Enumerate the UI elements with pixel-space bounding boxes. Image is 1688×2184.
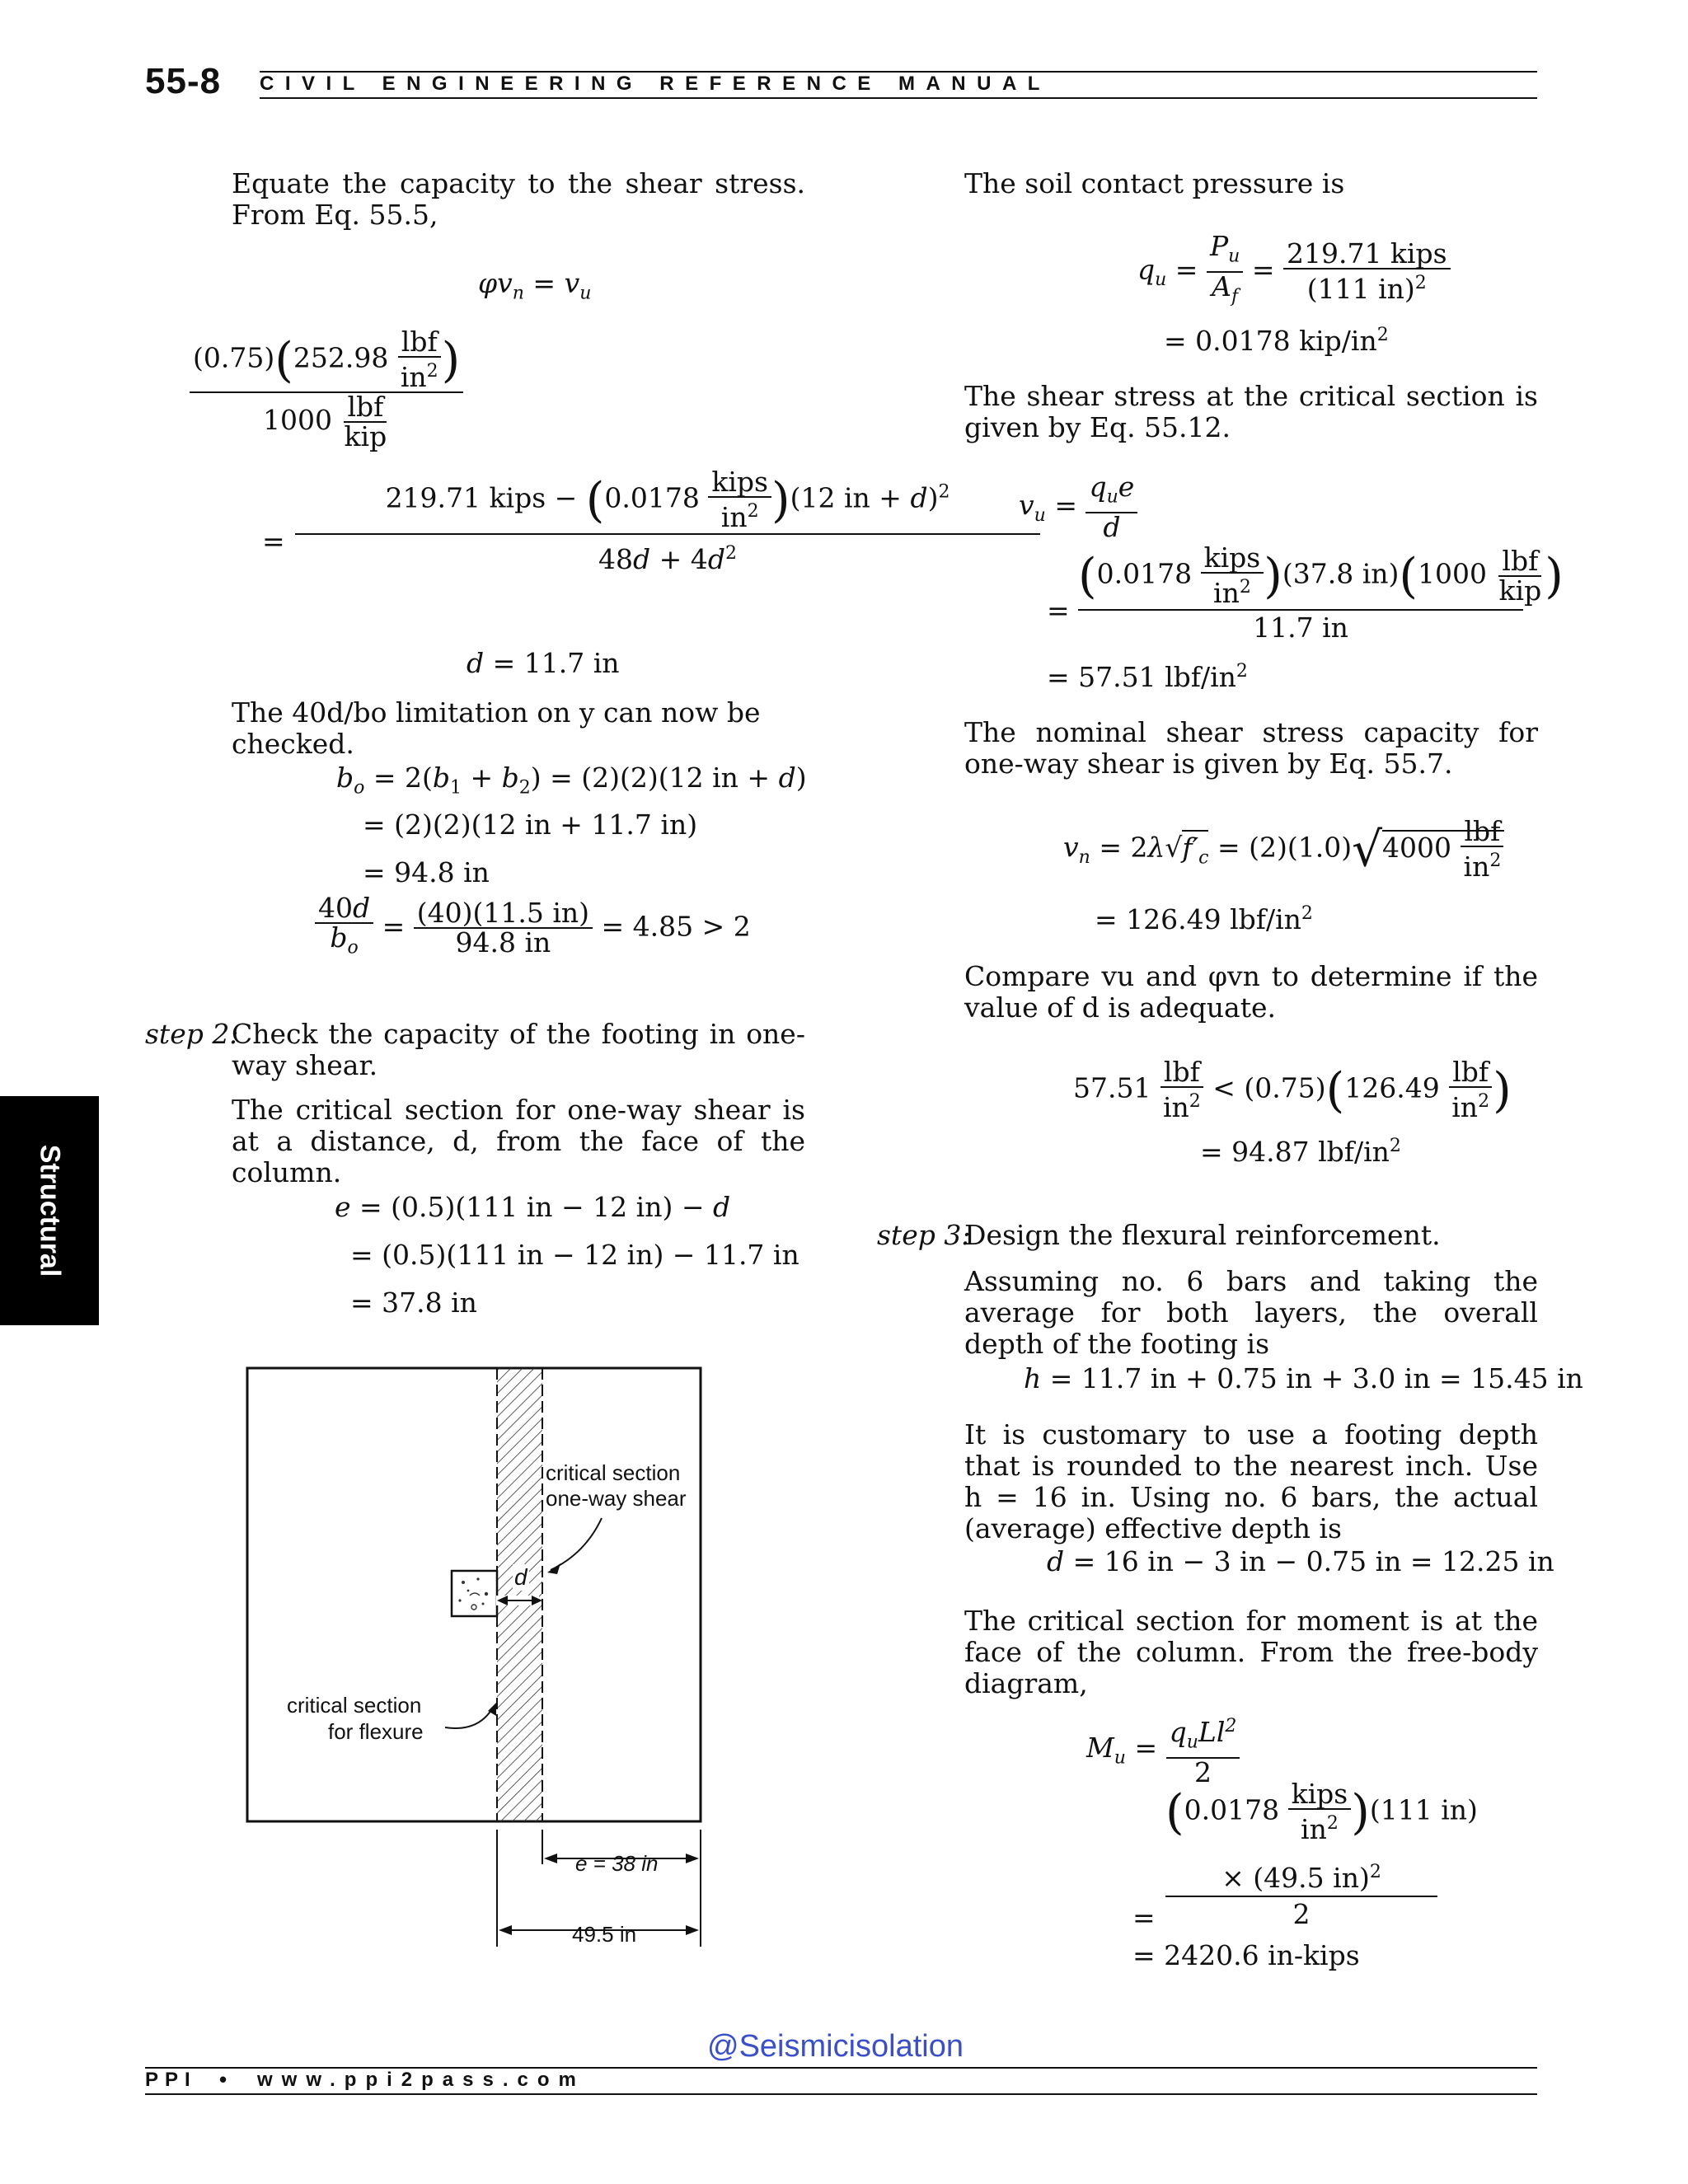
left-paragraph-limitation: The 40d/bo limitation on y can now be checked. — [232, 696, 761, 760]
eq-compare-2: = 94.87 lbf/$in^2$ — [1200, 1136, 1401, 1168]
right-paragraph-nominal: The nominal shear stress capacity for one-way shear is given by Eq. 55.7. — [964, 716, 1538, 780]
eq-phi-vn: $\varphi v_n = v_u$ — [478, 267, 592, 304]
footing-figure — [239, 1360, 734, 1953]
footer-publisher: PPI — [145, 2069, 197, 2091]
eq-vu-3: = 57.51 lbf/$in^2$ — [1047, 661, 1248, 693]
eq-40d-bo: $\frac{40d}{b_o}$ = $\frac{(40)(11.5 in)}{94.8 in}$ = 4.85 > 2 — [315, 894, 751, 963]
label-d: d — [514, 1564, 528, 1590]
eq-compare: 57.51 $\frac{\text{lbf}}{in^2}$ < (0.75)(126.49 $\frac{\text{lbf}}{in^2}$ ) — [1073, 1056, 1512, 1123]
eq-e-2: = (0.5)(111 in − 12 in) − 11.7 in — [350, 1239, 799, 1271]
label-flexure-1: critical section — [287, 1693, 422, 1718]
eq-vn: $v_n = 2\lambda√f'_c = (2)(1.0)√4000$ $\frac{\text{lbf}}{in^2}$ — [1063, 818, 1504, 881]
eq-mu: $M_u$ = $\frac{q_uLl^2}{2}$ — [1086, 1713, 1240, 1787]
step3-label: step 3: — [877, 1219, 971, 1251]
right-paragraph-assume: Assuming no. 6 bars and taking the average for both layers, the overall depth of the footing is — [964, 1265, 1538, 1360]
dim-total-label: 49.5 in — [572, 1922, 637, 1947]
eq-qu: $q_u$ = $\frac{P_u}{A_f}$ = $\frac{\text{219.71 kips}}{(111 in)^2}$ — [1137, 232, 1451, 311]
right-paragraph-customary: It is customary to use a footing depth that is rounded to the nearest inch. Use h = 16 in. Using no. 6 bars, the actual (average) effective depth is — [964, 1418, 1538, 1544]
header-rule-top — [260, 71, 1537, 73]
label-shear-2: one-way shear — [546, 1486, 687, 1511]
eq-h: h = 11.7 in + 0.75 in + 3.0 in = 15.45 in — [1024, 1362, 1583, 1394]
right-paragraph-shear-stress: The shear stress at the critical section is given by Eq. 55.12. — [964, 380, 1538, 443]
eq-capacity-lhs: (0.75)(252.98 $\frac{\text{lbf}}{in^2}$ ) 1000 $\frac{\text{lbf}}{\text{kip}}$ — [190, 328, 463, 451]
step3-text: Design the flexural reinforcement. — [964, 1219, 1441, 1251]
eq-vn-2: = 126.49 lbf/$in^2$ — [1095, 903, 1313, 935]
label-shear-1: critical section — [546, 1460, 681, 1485]
page-number: 55-8 — [145, 61, 222, 101]
step2-text: Check the capacity of the footing in one-way shear. — [232, 1018, 805, 1081]
critical-strip — [497, 1368, 542, 1821]
footer-website: www.ppi2pass.com — [257, 2069, 585, 2091]
eq-e: e = (0.5)(111 in − 12 in) − d — [335, 1191, 731, 1223]
eq-bo-3: = 94.8 in — [363, 856, 490, 888]
eq-d-actual: d = 16 in − 3 in − 0.75 in = 12.25 in — [1047, 1545, 1554, 1577]
eq-d-result: d = 11.7 in — [467, 647, 620, 679]
eq-bo: $b_o = 2(b_1 + b_2) = (2)(2)(12$ in + d) — [336, 762, 807, 799]
footer-rule-bottom — [145, 2093, 1537, 2095]
right-paragraph-soil: The soil contact pressure is — [964, 167, 1345, 199]
eq-vu: $v_u$ = $\frac{q_ue}{d}$ — [1019, 473, 1137, 541]
eq-bo-2: = (2)(2)(12 in + 11.7 in) — [363, 808, 698, 841]
footer-bullet: • — [219, 2067, 227, 2092]
right-paragraph-compare: Compare vu and φvn to determine if the value of d is adequate. — [964, 960, 1538, 1024]
left-paragraph-critical: The critical section for one-way shear is at a distance, d, from the face of the column. — [232, 1094, 805, 1188]
label-flexure-2: for flexure — [328, 1719, 424, 1744]
dim-e-label: e = 38 in — [575, 1851, 659, 1876]
header-rule-bottom — [260, 97, 1537, 99]
watermark: @Seismicisolation — [707, 2029, 964, 2064]
step2-label: step 2: — [145, 1018, 239, 1050]
side-tab — [0, 1096, 99, 1325]
left-paragraph-equate: Equate the capacity to the shear stress. From Eq. 55.5, — [232, 167, 805, 231]
eq-mu-3: = 2420.6 in-kips — [1132, 1939, 1360, 1971]
eq-e-3: = 37.8 in — [350, 1286, 477, 1319]
running-title: CIVIL ENGINEERING REFERENCE MANUAL — [260, 73, 1051, 95]
eq-qu-2: = 0.0178 kip/$in^2$ — [1164, 325, 1389, 357]
right-paragraph-moment: The critical section for moment is at the face of the column. From the free-body diagram, — [964, 1605, 1538, 1699]
side-tab-label: Structural — [34, 1144, 66, 1277]
